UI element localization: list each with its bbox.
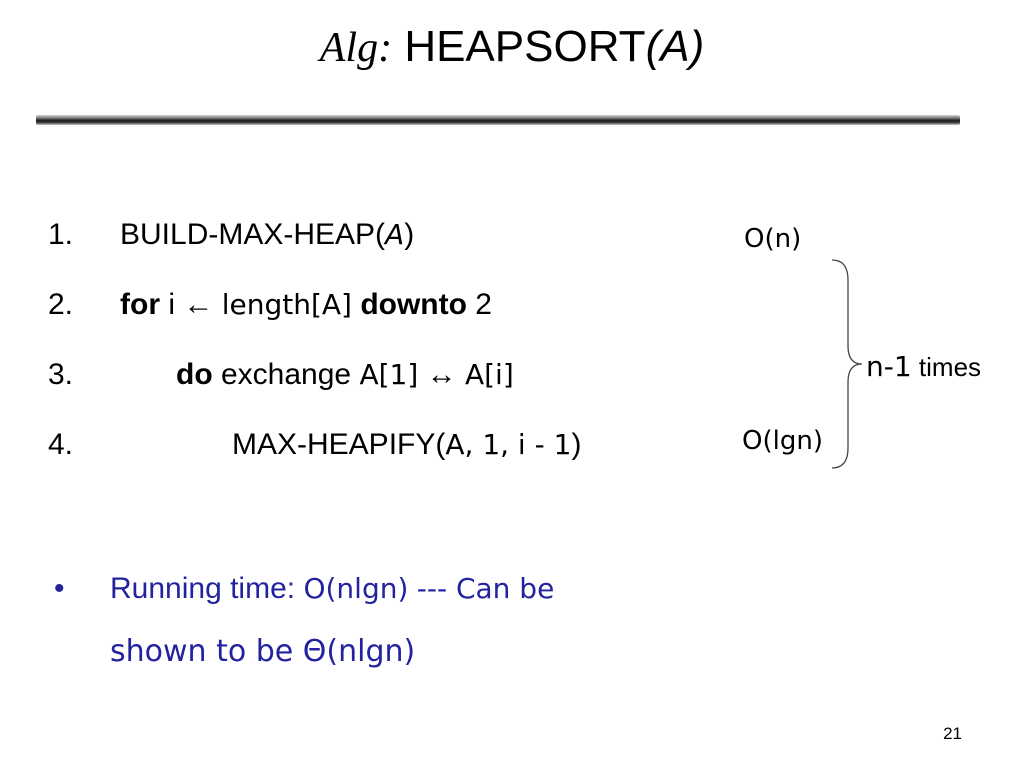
swap-arrow: ↔: [426, 358, 457, 391]
build-cost-label: O(n): [744, 224, 802, 254]
title-arg: (A): [645, 22, 705, 71]
bullet-line-1: [110, 572, 554, 606]
bullet-line-2: shown to be Θ(nlgn): [110, 634, 416, 669]
step-number: 3.: [48, 358, 74, 391]
keyword-do: do: [176, 358, 213, 391]
heapify-cost-label: O(lgn): [742, 426, 823, 456]
bullet-mark: •: [54, 572, 65, 605]
step-args: A, 1, i - 1: [445, 428, 572, 461]
step-arg: A: [385, 218, 405, 251]
step-number: 4.: [48, 428, 74, 461]
running-time-complexity: O(nlgn): [303, 572, 409, 605]
loop-word: times: [918, 352, 982, 382]
slide-title: [0, 22, 1024, 72]
step-text: BUILD-MAX-HEAP(: [120, 218, 386, 251]
title-heapsort: HEAPSORT: [404, 22, 646, 71]
keyword-for: for: [120, 288, 160, 321]
loop-end: 2: [475, 288, 492, 321]
title-alg-label: Alg:: [319, 25, 393, 71]
loop-count: n-1: [866, 350, 912, 383]
loop-var: i: [168, 288, 176, 321]
right-brace-icon: [830, 258, 864, 470]
running-time-rest: --- Can be: [416, 572, 555, 605]
running-time-label: Running time:: [110, 572, 296, 605]
step-close: ): [571, 428, 582, 461]
step-text: MAX-HEAPIFY(: [232, 428, 446, 461]
loop-count-label: [866, 350, 981, 383]
step-body: [176, 355, 514, 395]
keyword-downto: downto: [360, 288, 467, 321]
length-expr: length[A]: [221, 288, 352, 321]
step-body: [120, 215, 414, 255]
swap-rhs: A[i]: [464, 358, 514, 391]
step-number: 2.: [48, 288, 74, 321]
step-text: exchange: [221, 358, 352, 391]
title-divider: [36, 115, 960, 125]
step-close: ): [404, 218, 415, 251]
swap-lhs: A[1]: [359, 358, 419, 391]
step-body: [232, 425, 581, 465]
assign-arrow: ←: [183, 288, 214, 321]
step-number: 1.: [48, 218, 74, 251]
page-number: 21: [943, 724, 962, 743]
step-body: [120, 285, 492, 325]
